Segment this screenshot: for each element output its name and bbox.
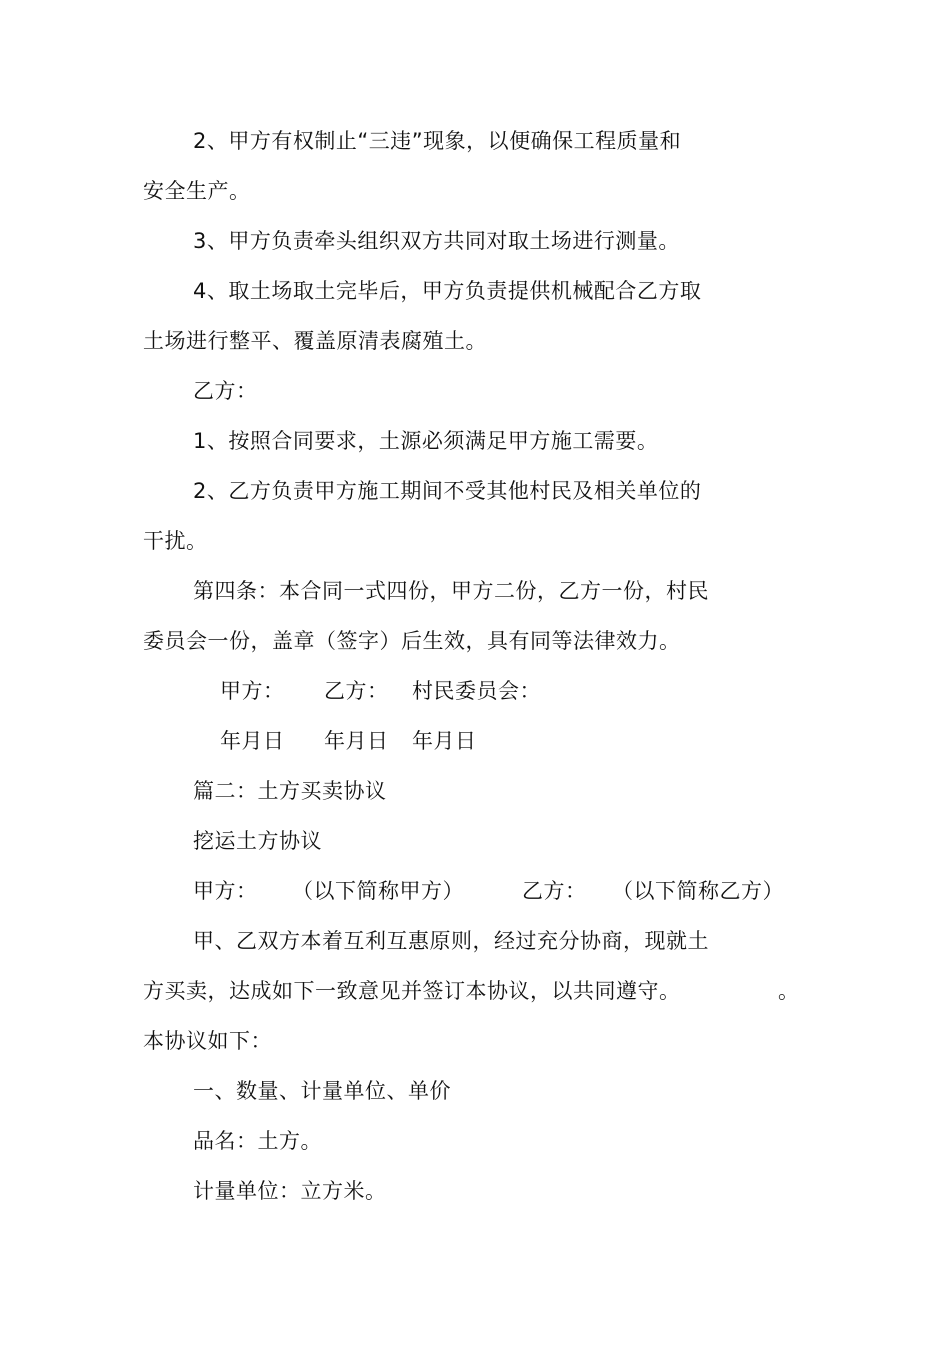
signature-party-a: 甲方： <box>220 679 285 703</box>
clause-a-3: 3、甲方负责牵头组织双方共同对取土场进行测量。 <box>193 229 680 253</box>
article-four-line-1: 第四条：本合同一式四份，甲方二份，乙方一份，村民 <box>193 579 709 603</box>
clause-a-4-line-1: 4、取土场取土完毕后，甲方负责提供机械配合乙方取 <box>193 279 702 303</box>
clause-a-2-line-2: 安全生产。 <box>143 179 251 203</box>
date-party-a: 年月日 <box>220 729 285 753</box>
intro-line-3: 本协议如下： <box>143 1029 272 1053</box>
article-four-line-2: 委员会一份，盖章（签字）后生效，具有同等法律效力。 <box>143 629 681 653</box>
intro-line-2: 方买卖，达成如下一致意见并签订本协议，以共同遵守。 <box>143 979 681 1003</box>
clause-b-2-line-1: 2、乙方负责甲方施工期间不受其他村民及相关单位的 <box>193 479 702 503</box>
signature-committee: 村民委员会： <box>412 679 541 703</box>
signature-party-b: 乙方： <box>324 679 389 703</box>
clause-a-2-line-1: 2、甲方有权制止“三违”现象，以便确保工程质量和 <box>193 129 682 153</box>
party-a-note: （以下简称甲方） <box>292 879 464 903</box>
part-two-heading: 篇二：土方买卖协议 <box>193 779 387 803</box>
agreement-title: 挖运土方协议 <box>193 829 322 853</box>
party-a-label: 甲方： <box>193 879 258 903</box>
item-name: 品名：土方。 <box>193 1129 322 1153</box>
clause-b-2-line-2: 干扰。 <box>143 529 208 553</box>
party-b-note: （以下简称乙方） <box>612 879 784 903</box>
section-one-heading: 一、数量、计量单位、单价 <box>193 1079 451 1103</box>
party-b-label: 乙方： <box>522 879 587 903</box>
intro-line-1: 甲、乙双方本着互利互惠原则，经过充分协商，现就土 <box>193 929 709 953</box>
date-party-b: 年月日 <box>324 729 389 753</box>
date-committee: 年月日 <box>412 729 477 753</box>
clause-b-1: 1、按照合同要求，土源必须满足甲方施工需要。 <box>193 429 659 453</box>
measurement-unit: 计量单位：立方米。 <box>193 1179 387 1203</box>
intro-line-2-mark: 。 <box>778 979 800 1003</box>
clause-a-4-line-2: 土场进行整平、覆盖原清表腐殖土。 <box>143 329 487 353</box>
party-b-heading: 乙方： <box>193 379 258 403</box>
